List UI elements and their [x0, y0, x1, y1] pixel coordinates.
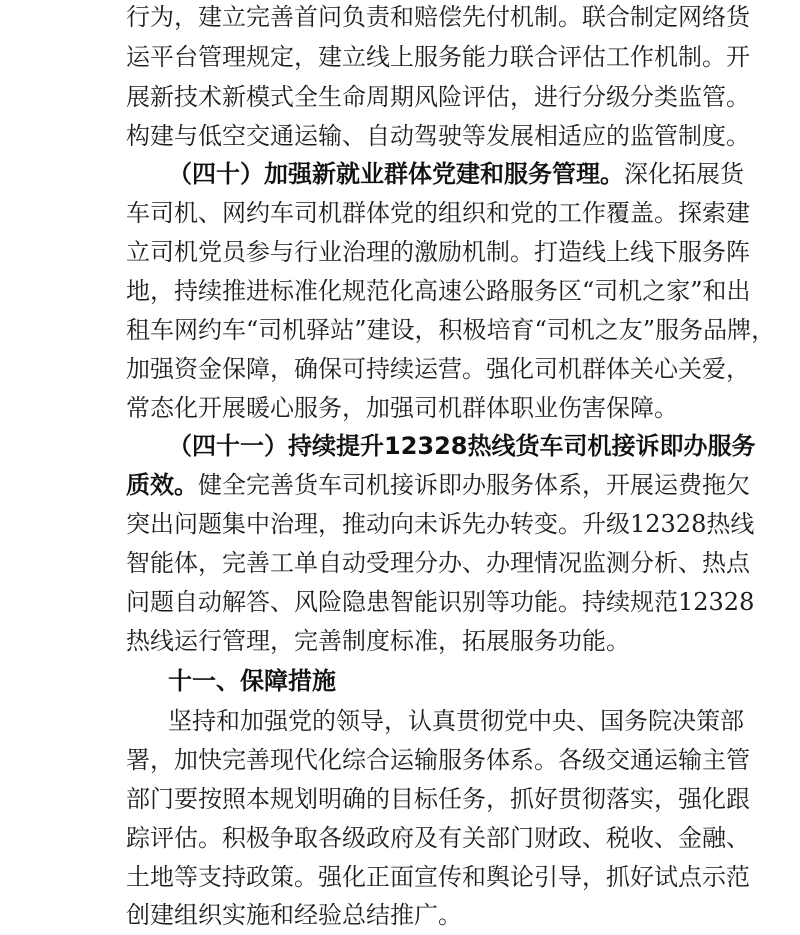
line-text: 土地等支持政策。强化正面宣传和舆论引导，抓好试点示范: [126, 863, 750, 891]
paragraph-line: [126, 271, 800, 311]
line-text: 创建组织实施和经验总结推广。: [126, 901, 462, 929]
line-text: 热线运行管理，完善制度标准，拓展服务功能。: [126, 627, 630, 655]
paragraph-line: [126, 37, 800, 77]
paragraph-line: [126, 818, 800, 858]
line-text: 署，加快完善现代化综合运输服务体系。各级交通运输主管: [126, 746, 750, 774]
line-text: 行为，建立完善首问负责和赔偿先付机制。联合制定网络货: [126, 3, 750, 31]
paragraph-line: [126, 388, 800, 428]
section-heading: 十一、保障措施: [168, 667, 336, 695]
paragraph-line: [168, 701, 800, 741]
paragraph-line: [126, 0, 800, 37]
line-text: 车司机、网约车司机群体党的组织和党的工作覆盖。探索建: [126, 199, 750, 227]
line-text: 问题自动解答、风险隐患智能识别等功能。持续规范12328: [126, 588, 755, 616]
subsection-40-title: （四十）加强新就业群体党建和服务管理。: [168, 160, 624, 188]
line-text: 部门要按照本规划明确的目标任务，抓好贯彻落实，强化跟: [126, 785, 750, 813]
subsection-41-line: [126, 465, 800, 505]
line-text: 坚持和加强党的领导，认真贯彻党中央、国务院决策部: [168, 707, 744, 735]
paragraph-line: [126, 193, 800, 233]
paragraph-line: [126, 310, 800, 350]
line-text: 地，持续推进标准化规范化高速公路服务区“司机之家”和出: [126, 277, 751, 305]
line-text: 深化拓展货: [624, 160, 744, 188]
paragraph-line: [126, 543, 800, 583]
paragraph-line: [126, 504, 800, 544]
line-text: 展新技术新模式全生命周期风险评估，进行分级分类监管。: [126, 83, 750, 111]
paragraph-line: [126, 77, 800, 117]
subsection-41-title-end: 质效。: [126, 471, 198, 499]
line-text: 常态化开展暖心服务，加强司机群体职业伤害保障。: [126, 394, 678, 422]
line-text: 踪评估。积极争取各级政府及有关部门财政、税收、金融、: [126, 824, 750, 852]
paragraph-line: [126, 621, 800, 661]
paragraph-line: [126, 232, 800, 272]
line-text: 运平台管理规定，建立线上服务能力联合评估工作机制。开: [126, 43, 750, 71]
section-heading-line: [168, 661, 800, 701]
line-text: 租车网约车“司机驿站”建设，积极培育“司机之友”服务品牌，: [126, 316, 776, 344]
line-text: 健全完善货车司机接诉即办服务体系，开展运费拖欠: [198, 471, 750, 499]
line-text: 加强资金保障，确保可持续运营。强化司机群体关心关爱，: [126, 355, 750, 383]
paragraph-line: [126, 779, 800, 819]
paragraph-line: [126, 740, 800, 780]
paragraph-line: [126, 582, 800, 622]
line-text: 立司机党员参与行业治理的激励机制。打造线上线下服务阵: [126, 238, 750, 266]
subsection-41-line: [168, 426, 800, 466]
paragraph-line: [126, 116, 800, 156]
line-text: 构建与低空交通运输、自动驾驶等发展相适应的监管制度。: [126, 122, 750, 150]
paragraph-line: [126, 857, 800, 897]
line-text: 智能体，完善工单自动受理分办、办理情况监测分析、热点: [126, 549, 750, 577]
paragraph-line: [126, 349, 800, 389]
paragraph-line: [126, 895, 800, 935]
line-text: 突出问题集中治理，推动向未诉先办转变。升级12328热线: [126, 510, 755, 538]
subsection-40-line: [168, 154, 800, 194]
subsection-41-title: （四十一）持续提升12328热线货车司机接诉即办服务: [168, 432, 756, 460]
